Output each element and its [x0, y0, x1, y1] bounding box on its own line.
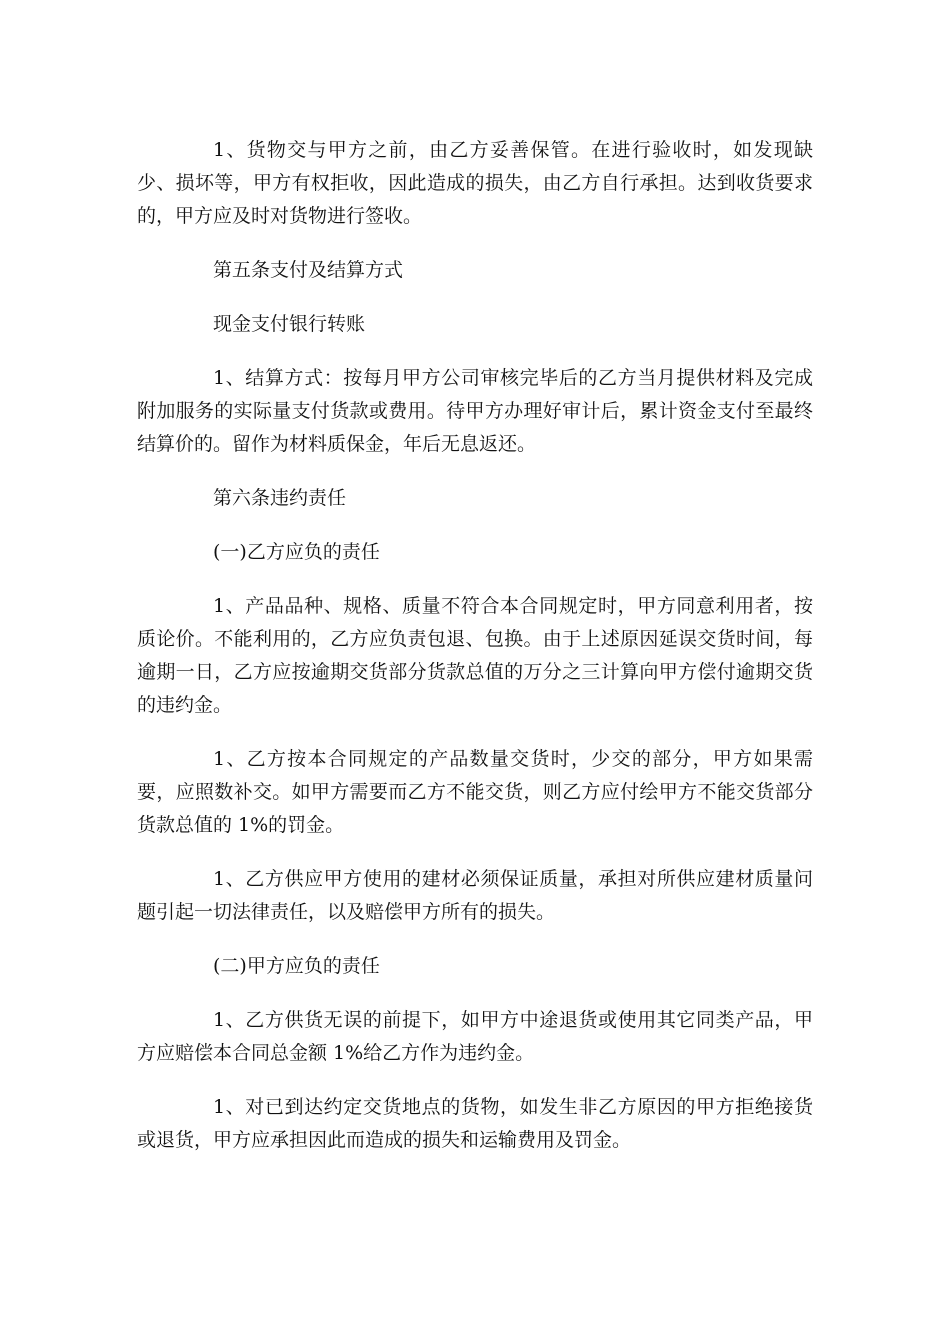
subheading-party-a-liability: (二)甲方应负的责任 — [213, 955, 380, 977]
subheading-party-b-liability: (一)乙方应负的责任 — [213, 541, 380, 563]
paragraph-product-quality: 1、产品品种、规格、质量不符合本合同规定时，甲方同意利用者，按质论价。不能利用的，乙方应负责包退、包换。由于上述原因延误交货时间，每逾期一日，乙方应按逾期交货部分货款总值的万分之三计算向甲方偿付逾期交货的违约金。 — [137, 595, 813, 716]
paragraph-quantity-shortfall: 1、乙方按本合同规定的产品数量交货时，少交的部分，甲方如果需要，应照数补交。如甲方需要而乙方不能交货，则乙方应付绘甲方不能交货部分货款总值的 1%的罚金。 — [137, 748, 813, 836]
paragraph-refusal-losses: 1、对已到达约定交货地点的货物，如发生非乙方原因的甲方拒绝接货或退货，甲方应承担因此而造成的损失和运输费用及罚金。 — [137, 1096, 813, 1151]
section-heading-article-5: 第五条支付及结算方式 — [213, 259, 404, 281]
section-heading-article-6: 第六条违约责任 — [213, 487, 347, 509]
paragraph-return-penalty: 1、乙方供货无误的前提下，如甲方中途退货或使用其它同类产品，甲方应赔偿本合同总金额 1%给乙方作为违约金。 — [137, 1009, 813, 1064]
paragraph-material-quality: 1、乙方供应甲方使用的建材必须保证质量，承担对所供应建材质量问题引起一切法律责任，以及赔偿甲方所有的损失。 — [137, 868, 813, 923]
document-body — [137, 134, 813, 1178]
paragraph-goods-custody: 1、货物交与甲方之前，由乙方妥善保管。在进行验收时，如发现缺少、损坏等，甲方有权拒收，因此造成的损失，由乙方自行承担。达到收货要求的，甲方应及时对货物进行签收。 — [137, 139, 813, 227]
payment-methods: 现金支付银行转账 — [213, 313, 366, 335]
paragraph-settlement-method: 1、结算方式：按每月甲方公司审核完毕后的乙方当月提供材料及完成附加服务的实际量支付货款或费用。待甲方办理好审计后，累计资金支付至最终结算价的。留作为材料质保金，年后无息返还。 — [137, 367, 813, 455]
